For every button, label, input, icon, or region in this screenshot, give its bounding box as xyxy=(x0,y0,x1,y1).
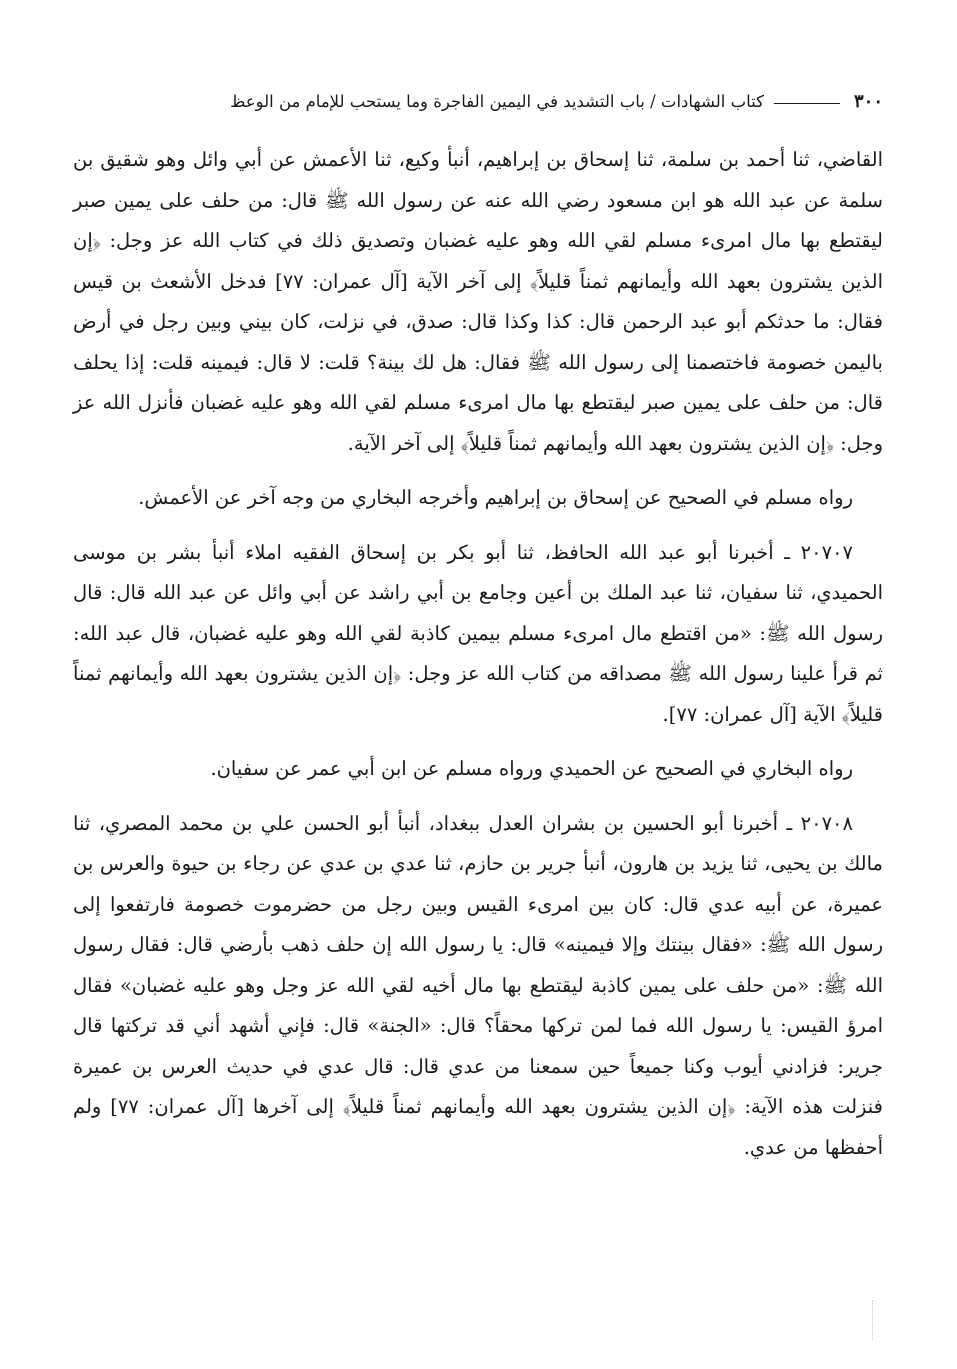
page-number: ٣٠٠ xyxy=(853,90,883,112)
paragraph-continuation: القاضي، ثنا أحمد بن سلمة، ثنا إسحاق بن إبراهيم، أنبأ وكيع، ثنا الأعمش عن أبي وائل وهو شقيق بن سلمة عن عبد الله هو ابن مسعود رضي الله عنه عن رسول الله ﷺ قال: من حلف على يمين صبر ليقتطع بها مال امرىء مسلم لقي الله وهو عليه غضبان وتصديق ذلك في كتاب الله عز وجل: ﴿إن الذين يشترون بعهد الله وأيمانهم ثمناً قليلاً﴾ إلى آخر الآية [آل عمران: ٧٧] فدخل الأشعث بن قيس فقال: ما حدثكم أبو عبد الرحمن قال: كذا وكذا قال: صدق، في نزلت، كان بيني وبين رجل في أرض باليمن خصومة فاختصمنا إلى رسول الله ﷺ فقال: هل لك بينة؟ قلت: لا قال: فيمينه قلت: إذا يحلف قال: من حلف على يمين صبر ليقتطع بها مال امرىء مسلم لقي الله وهو عليه غضبان فأنزل الله عز وجل: ﴿إن الذين يشترون بعهد الله وأيمانهم ثمناً قليلاً﴾ إلى آخر الآية. xyxy=(73,148,883,455)
paragraph-hadith-20708: ٢٠٧٠٨ ـ أخبرنا أبو الحسين بن بشران العدل ببغداد، أنبأ أبو الحسن علي بن محمد المصري، ثنا مالك بن يحيى، ثنا يزيد بن هارون، أنبأ جرير بن حازم، ثنا عدي بن عدي عن رجاء بن حيوة والعرس بن عميرة، عن أبيه عدي قال: كان بين امرىء القيس وبين رجل من حضرموت خصومة فارتفعوا إلى رسول الله ﷺ: «فقال بينتك وإلا فيمينه» قال: يا رسول الله إن حلف ذهب بأرضي قال: فقال رسول الله ﷺ: «من حلف على يمين كاذبة ليقتطع بها مال أخيه لقي الله عز وجل وهو عليه غضبان» فقال امرؤ القيس: يا رسول الله فما لمن تركها محقاً؟ قال: «الجنة» قال: فإني أشهد أني قد تركتها قال جرير: فزادني أيوب وكنا جميعاً حين سمعنا من عدي قال: قال عدي في حديث العرس بن عميرة فنزلت هذه الآية: ﴿إن الذين يشترون بعهد الله وأيمانهم ثمناً قليلاً﴾ إلى آخرها [آل عمران: ٧٧] ولم أحفظها من عدي. xyxy=(73,811,883,1159)
header-rule xyxy=(774,103,840,104)
paragraph-takhrij-1: رواه مسلم في الصحيح عن إسحاق بن إبراهيم وأخرجه البخاري من وجه آخر عن الأعمش. xyxy=(138,486,853,509)
running-header xyxy=(73,84,883,118)
paragraph-hadith-20707: ٢٠٧٠٧ ـ أخبرنا أبو عبد الله الحافظ، ثنا أبو بكر بن إسحاق الفقيه املاء أنبأ بشر بن موسى الحميدي، ثنا سفيان، ثنا عبد الملك بن أعين وجامع بن أبي راشد عن أبي وائل عن عبد الله قال: قال رسول الله ﷺ: «من اقتطع مال امرىء مسلم بيمين كاذبة لقي الله وهو عليه غضبان، قال عبد الله: ثم قرأ علينا رسول الله ﷺ مصداقه من كتاب الله عز وجل: ﴿إن الذين يشترون بعهد الله وأيمانهم ثمناً قليلاً﴾ الآية [آل عمران: ٧٧]. xyxy=(73,540,883,726)
scan-margin-mark xyxy=(871,1300,873,1340)
paragraph-takhrij-2: رواه البخاري في الصحيح عن الحميدي ورواه مسلم عن ابن أبي عمر عن سفيان. xyxy=(210,757,853,780)
page-body xyxy=(73,140,883,1168)
header-title: كتاب الشهادات / باب التشديد في اليمين الفاجرة وما يستحب للإمام من الوعظ xyxy=(230,91,764,111)
